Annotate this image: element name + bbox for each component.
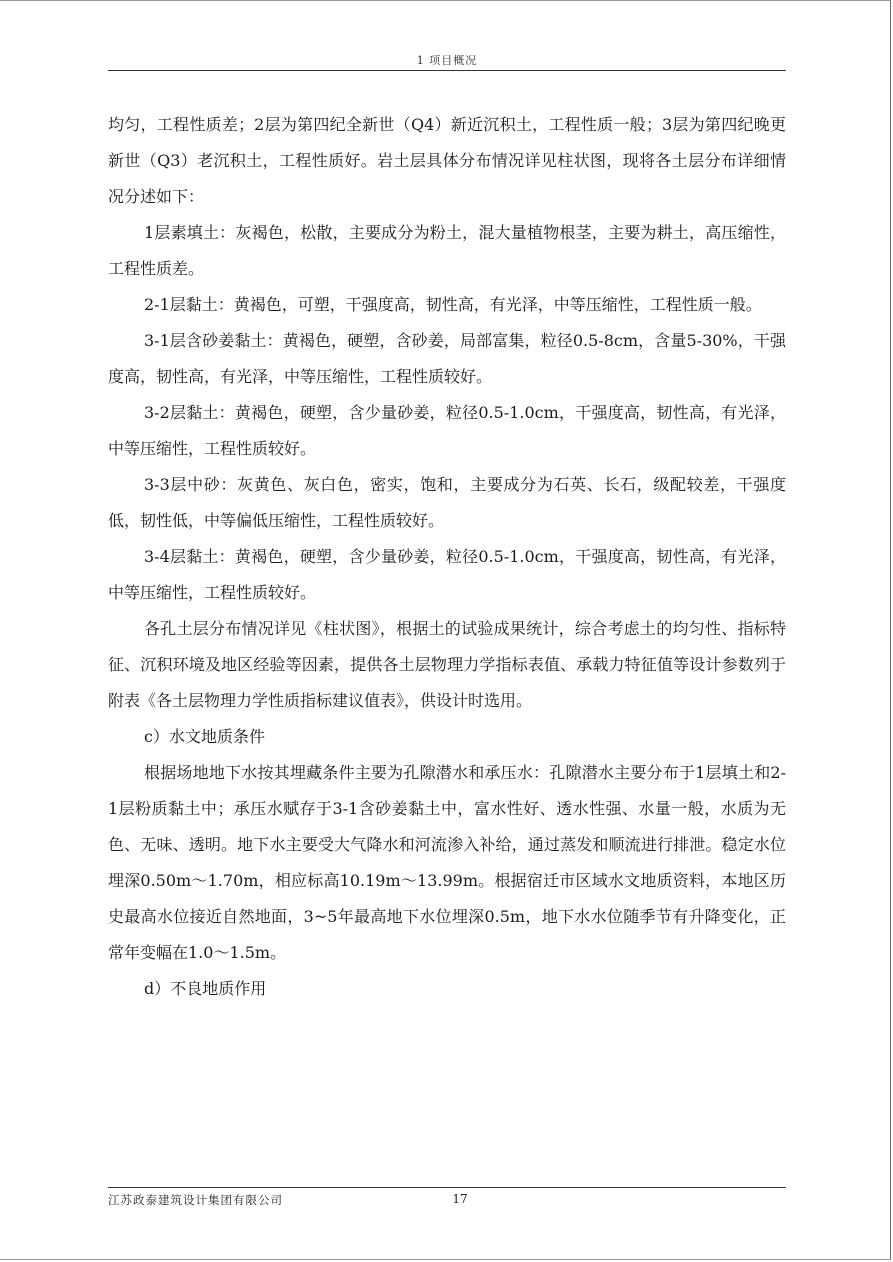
paragraph-layer-3-3: 3-3层中砂：灰黄色、灰白色，密实，饱和，主要成分为石英、长石，级配较差，干强度低，韧性低，中等偏低压缩性，工程性质较好。 [108, 475, 786, 530]
footer-company: 江苏政泰建筑设计集团有限公司 [108, 1193, 283, 1207]
document-body [108, 107, 786, 1007]
header-rule [108, 70, 786, 71]
paragraph-summary: 各孔土层分布情况详见《柱状图》，根据土的试验成果统计，综合考虑土的均匀性、指标特征、沉积环境及地区经验等因素，提供各土层物理力学指标表值、承载力特征值等设计参数列于附表《各土层物理力学性质指标建议值表》，供设计时选用。 [108, 619, 786, 710]
section-heading-hydrogeology: c）水文地质条件 [144, 727, 265, 746]
paragraph-continuation: 均匀，工程性质差；2层为第四纪全新世（Q4）新近沉积土，工程性质一般；3层为第四纪晚更新世（Q3）老沉积土，工程性质好。岩土层具体分布情况详见柱状图，现将各土层分布详细情况分述如下： [108, 115, 786, 206]
paragraph-layer-3-4: 3-4层黏土：黄褐色，硬塑，含少量砂姜，粒径0.5-1.0cm，干强度高，韧性高，有光泽，中等压缩性，工程性质较好。 [108, 547, 786, 602]
page-number: 17 [452, 1192, 468, 1206]
section-heading-adverse-geology: d）不良地质作用 [144, 979, 267, 998]
page-header: 1 项目概况 [416, 54, 478, 67]
paragraph-layer-3-2: 3-2层黏土：黄褐色，硬塑，含少量砂姜，粒径0.5-1.0cm，干强度高，韧性高，有光泽，中等压缩性，工程性质较好。 [108, 403, 786, 458]
paragraph-layer-2-1: 2-1层黏土：黄褐色，可塑，干强度高，韧性高，有光泽，中等压缩性，工程性质一般。 [144, 295, 762, 314]
paragraph-hydrogeology: 根据场地地下水按其埋藏条件主要为孔隙潜水和承压水：孔隙潜水主要分布于1层填土和2-1层粉质黏土中；承压水赋存于3-1含砂姜黏土中，富水性好、透水性强、水量一般，水质为无色、无味、透明。地下水主要受大气降水和河流渗入补给，通过蒸发和顺流进行排泄。稳定水位埋深0.50m～1.70m，相应标高10.19m～13.99m。根据宿迁市区域水文地质资料，本地区历史最高水位接近自然地面，3~5年最高地下水位埋深0.5m，地下水水位随季节有升降变化，正常年变幅在1.0～1.5m。 [108, 763, 786, 962]
paragraph-layer-1: 1层素填土：灰褐色，松散，主要成分为粉土，混大量植物根茎，主要为耕土，高压缩性，工程性质差。 [108, 223, 786, 278]
footer-rule [108, 1187, 786, 1188]
paragraph-layer-3-1: 3-1层含砂姜黏土：黄褐色，硬塑，含砂姜，局部富集，粒径0.5-8cm，含量5-30%，干强度高，韧性高，有光泽，中等压缩性，工程性质较好。 [108, 331, 786, 386]
